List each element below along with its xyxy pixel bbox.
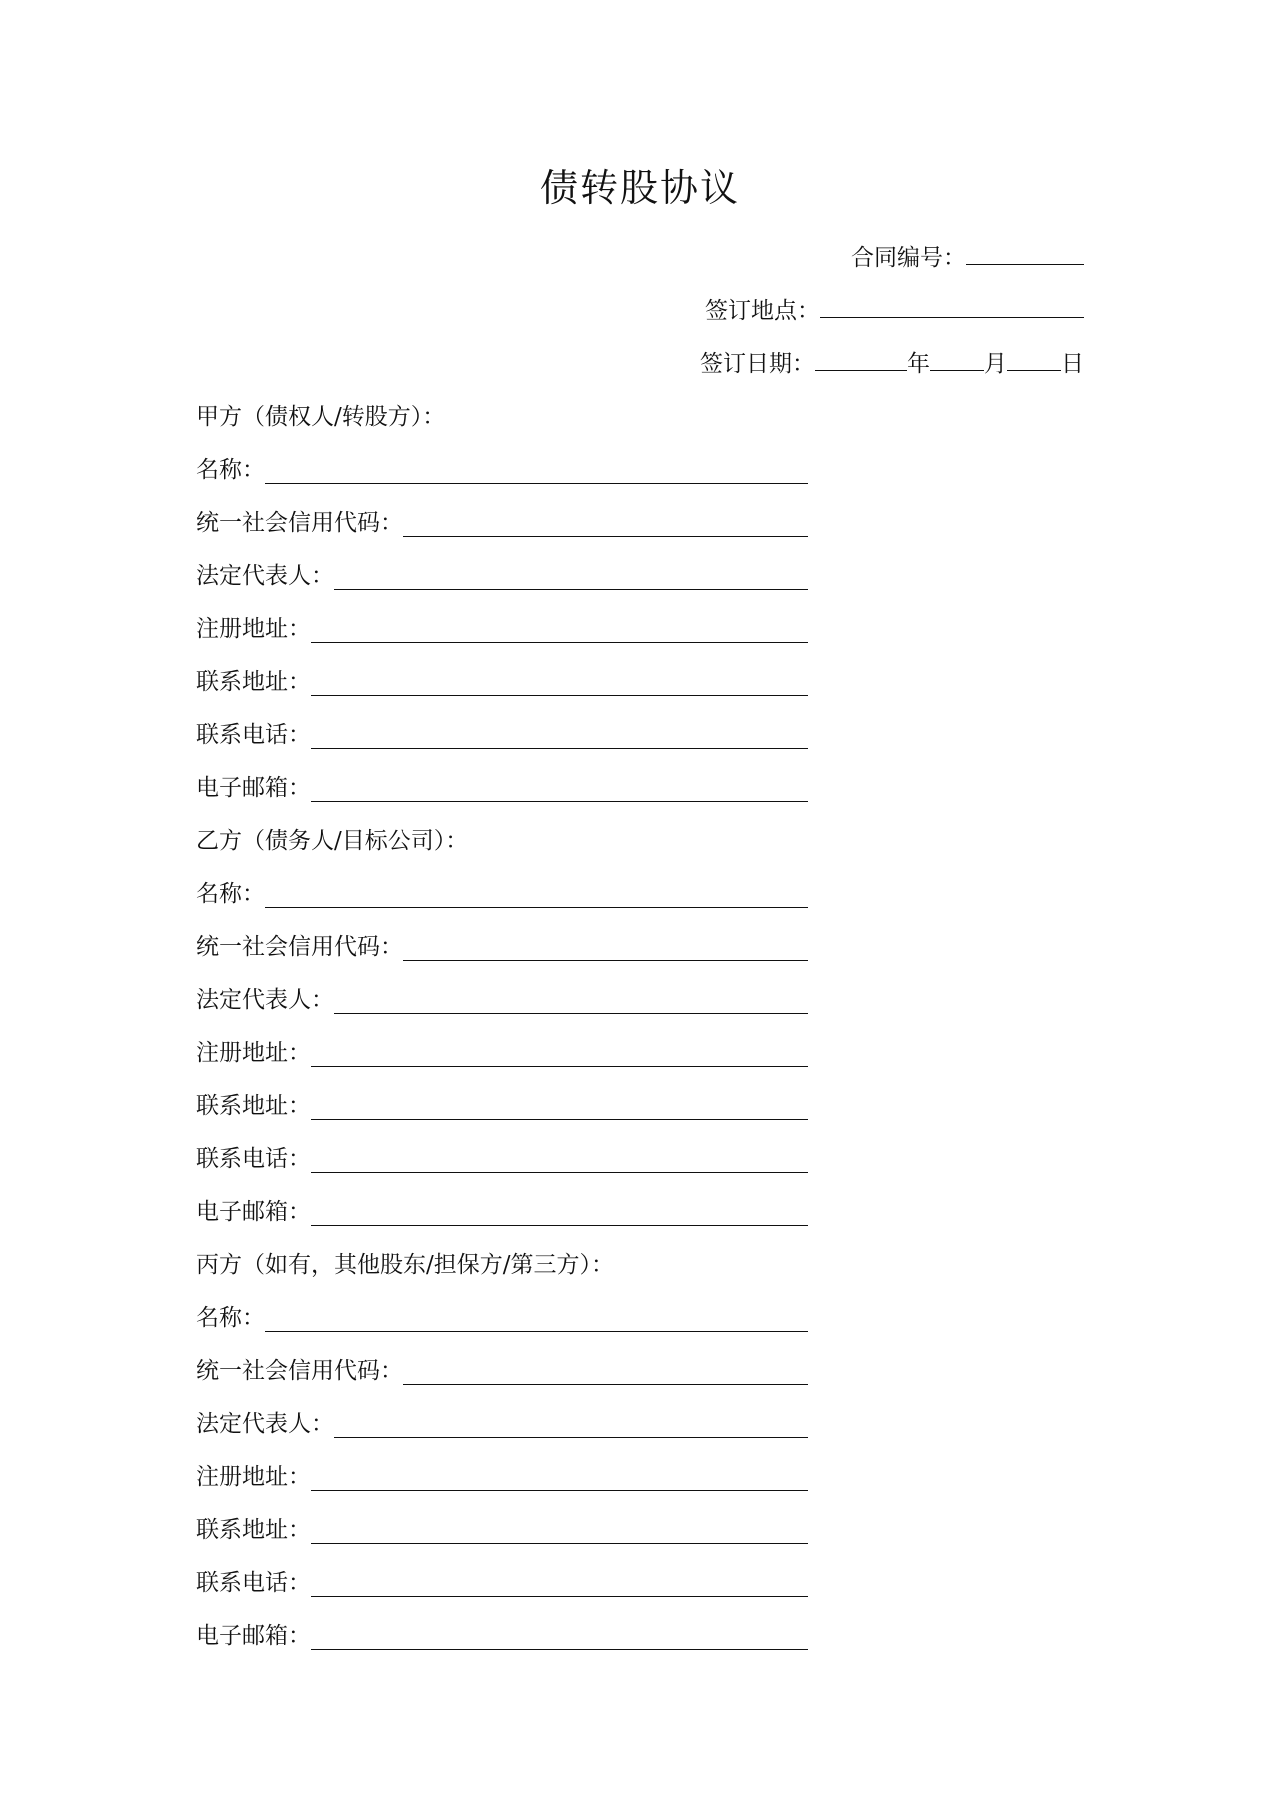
sign-day-blank[interactable] <box>1007 346 1061 371</box>
party-b-email-row <box>196 1196 808 1228</box>
fill-blank[interactable] <box>311 1574 808 1597</box>
party-a-reg-address-row <box>196 613 808 645</box>
sign-year-blank[interactable] <box>815 346 907 371</box>
field-label: 名称： <box>196 457 265 483</box>
day-label: 日 <box>1061 351 1084 377</box>
party-b-reg-address-row <box>196 1037 808 1069</box>
party-b-legal-rep-row <box>196 984 808 1016</box>
party-c-contact-address-row <box>196 1514 808 1546</box>
fill-blank[interactable] <box>265 461 808 484</box>
field-label: 联系电话： <box>196 722 311 748</box>
fill-blank[interactable] <box>311 1521 808 1544</box>
field-label: 联系地址： <box>196 1093 311 1119</box>
field-label: 电子邮箱： <box>196 1199 311 1225</box>
field-label: 联系电话： <box>196 1146 311 1172</box>
field-label: 法定代表人： <box>196 563 334 589</box>
field-label: 法定代表人： <box>196 1411 334 1437</box>
field-label: 注册地址： <box>196 1040 311 1066</box>
fill-blank[interactable] <box>334 991 808 1014</box>
field-label: 统一社会信用代码： <box>196 934 403 960</box>
party-a-credit-code-row <box>196 507 808 539</box>
fill-blank[interactable] <box>334 1415 808 1438</box>
party-a-email-row <box>196 772 808 804</box>
field-label: 注册地址： <box>196 1464 311 1490</box>
sign-month-blank[interactable] <box>930 346 984 371</box>
fill-blank[interactable] <box>403 514 808 537</box>
sign-date-label: 签订日期： <box>700 351 815 377</box>
party-c-heading: 丙方（如有，其他股东/担保方/第三方）： <box>196 1252 614 1278</box>
fill-blank[interactable] <box>403 938 808 961</box>
field-label: 联系电话： <box>196 1570 311 1596</box>
fill-blank[interactable] <box>403 1362 808 1385</box>
party-c-name-row <box>196 1302 808 1334</box>
fill-blank[interactable] <box>311 1097 808 1120</box>
contract-number-blank[interactable] <box>966 240 1084 265</box>
document-title: 债转股协议 <box>539 166 740 210</box>
fill-blank[interactable] <box>311 1468 808 1491</box>
party-c-reg-address-row <box>196 1461 808 1493</box>
field-label: 电子邮箱： <box>196 1623 311 1649</box>
party-b-name-row <box>196 878 808 910</box>
party-c-credit-code-row <box>196 1355 808 1387</box>
field-label: 名称： <box>196 1305 265 1331</box>
month-label: 月 <box>984 351 1007 377</box>
party-a-name-row <box>196 454 808 486</box>
party-c-email-row <box>196 1620 808 1652</box>
party-a-heading: 甲方（债权人/转股方）： <box>196 404 446 430</box>
field-label: 名称： <box>196 881 265 907</box>
party-b-phone-row <box>196 1143 808 1175</box>
sign-place-label: 签订地点： <box>705 298 820 324</box>
party-b-heading: 乙方（债务人/目标公司）： <box>196 828 469 854</box>
field-label: 注册地址： <box>196 616 311 642</box>
field-label: 联系地址： <box>196 1517 311 1543</box>
party-a-phone-row <box>196 719 808 751</box>
party-c-phone-row <box>196 1567 808 1599</box>
fill-blank[interactable] <box>311 1044 808 1067</box>
contract-number-line <box>851 240 1084 274</box>
field-label: 统一社会信用代码： <box>196 1358 403 1384</box>
party-b-contact-address-row <box>196 1090 808 1122</box>
sign-place-line <box>705 293 1084 327</box>
fill-blank[interactable] <box>311 1150 808 1173</box>
fill-blank[interactable] <box>334 567 808 590</box>
fill-blank[interactable] <box>311 1627 808 1650</box>
year-label: 年 <box>907 351 930 377</box>
field-label: 统一社会信用代码： <box>196 510 403 536</box>
field-label: 电子邮箱： <box>196 775 311 801</box>
fill-blank[interactable] <box>311 673 808 696</box>
field-label: 法定代表人： <box>196 987 334 1013</box>
fill-blank[interactable] <box>311 1203 808 1226</box>
fill-blank[interactable] <box>311 779 808 802</box>
fill-blank[interactable] <box>311 620 808 643</box>
contract-number-label: 合同编号： <box>851 245 966 271</box>
party-b-credit-code-row <box>196 931 808 963</box>
fill-blank[interactable] <box>265 885 808 908</box>
field-label: 联系地址： <box>196 669 311 695</box>
sign-date-line <box>700 346 1084 380</box>
party-a-legal-rep-row <box>196 560 808 592</box>
sign-place-blank[interactable] <box>820 293 1084 318</box>
party-a-contact-address-row <box>196 666 808 698</box>
fill-blank[interactable] <box>311 726 808 749</box>
fill-blank[interactable] <box>265 1309 808 1332</box>
party-c-legal-rep-row <box>196 1408 808 1440</box>
